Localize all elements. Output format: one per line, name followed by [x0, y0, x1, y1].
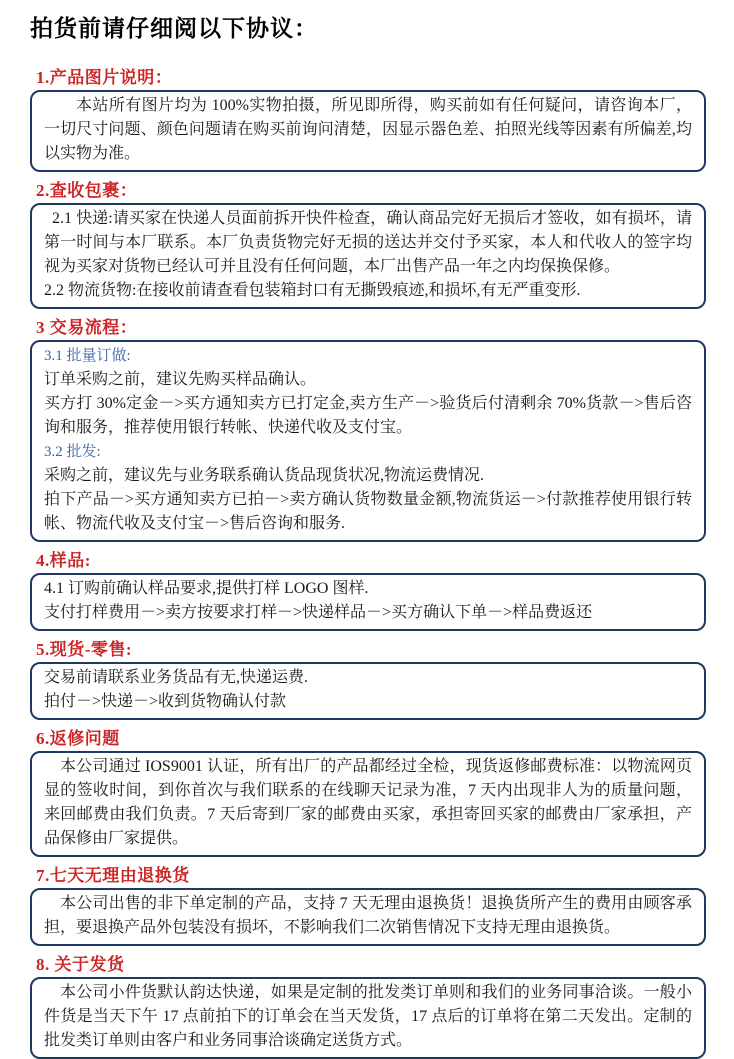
paragraph: 本公司小件货默认韵达快递，如果是定制的批发类订单则和我们的业务同事洽谈。一般小件货是当天下午 17 点前拍下的订单会在当天发货，17 点后的订单将在第二天发出。定制的批发类订单则由客户和业务同事洽谈确定送货方式。 — [44, 984, 692, 1049]
paragraph: 2.1 快递:请买家在快递人员面前拆开快件检查，确认商品完好无损后才签收，如有损坏，请第一时间与本厂联系。本厂负责货物完好无损的送达并交付予买家，本人和代收人的签字均视为买家对货物已经认可并且没有任何问题，本厂出售产品一年之内均保换保修。 — [44, 210, 692, 275]
section-5-heading: 5.现货-零售: — [36, 640, 133, 659]
section-8-heading: 8. 关于发货 — [36, 955, 125, 974]
section-7-heading: 7.七天无理由退换货 — [36, 866, 190, 885]
section-repair-policy — [30, 724, 706, 857]
paragraph: 买方打 30%定金－>买方通知卖方已打定金,卖方生产－>验货后付清剩余 70%货款－>售后咨询和服务，推荐使用银行转帐、快递代收及支付宝。 — [44, 395, 692, 436]
section-package-inspection — [30, 176, 706, 309]
section-transaction-process — [30, 313, 706, 542]
paragraph: 采购之前，建议先与业务联系确认货品现货状况,物流运费情况. — [44, 467, 485, 484]
paragraph: 4.1 订购前确认样品要求,提供打样 LOGO 图样. — [44, 580, 369, 597]
paragraph: 拍付－>快递－>收到货物确认付款 — [44, 693, 287, 710]
paragraph: 订单采购之前，建议先购买样品确认。 — [44, 371, 317, 388]
section-5-box — [30, 662, 706, 720]
paragraph: 支付打样费用－>卖方按要求打样－>快递样品－>买方确认下单－>样品费返还 — [44, 604, 593, 621]
section-shipping — [30, 950, 706, 1059]
paragraph: 2.2 物流货物:在接收前请查看包装箱封口有无撕毁痕迹,和损坏,有无严重变形. — [44, 282, 581, 299]
section-product-images — [30, 63, 706, 172]
subheading-wholesale: 3.2 批发: — [44, 444, 101, 460]
section-7day-return — [30, 861, 706, 946]
section-4-box — [30, 573, 706, 631]
section-3-box — [30, 340, 706, 542]
section-stock-retail — [30, 635, 706, 720]
section-7-box — [30, 888, 706, 946]
paragraph: 本公司通过 IOS9001 认证，所有出厂的产品都经过全检，现货返修邮费标准：以物流网页显的签收时间，到你首次与我们联系的在线聊天记录为准，7 天内出现非人为的质量问题，来回邮费由我们负责。7 天后寄到厂家的邮费由买家，承担寄回买家的邮费由厂家承担，产品保修由厂家提供。 — [44, 758, 692, 847]
section-samples — [30, 546, 706, 631]
section-8-box — [30, 977, 706, 1059]
section-3-heading: 3 交易流程： — [36, 318, 138, 337]
paragraph: 拍下产品－>买方通知卖方已拍－>卖方确认货物数量金额,物流货运－>付款推荐使用银行转帐、物流代收及支付宝－>售后咨询和服务. — [44, 491, 692, 532]
paragraph: 本站所有图片均为 100%实物拍摄，所见即所得，购买前如有任何疑问，请咨询本厂，一切尺寸问题、颜色问题请在购买前询问清楚，因显示器色差、拍照光线等因素有所偏差,均以实物为准。 — [44, 97, 692, 162]
paragraph: 本公司出售的非下单定制的产品，支持 7 天无理由退换货！退换货所产生的费用由顾客承担，要退换产品外包装没有损坏，不影响我们二次销售情况下支持无理由退换货。 — [44, 895, 692, 936]
section-6-heading: 6.返修问题 — [36, 729, 120, 748]
section-1-box — [30, 90, 706, 172]
section-2-heading: 2.查收包裹： — [36, 181, 138, 200]
subheading-bulk-order: 3.1 批量订做: — [44, 348, 131, 364]
paragraph: 交易前请联系业务货品有无,快递运费. — [44, 669, 309, 686]
page-title: 拍货前请仔细阅以下协议： — [30, 16, 318, 41]
section-2-box — [30, 203, 706, 309]
section-4-heading: 4.样品: — [36, 551, 91, 570]
section-1-heading: 1.产品图片说明： — [36, 68, 173, 87]
section-6-box — [30, 751, 706, 857]
